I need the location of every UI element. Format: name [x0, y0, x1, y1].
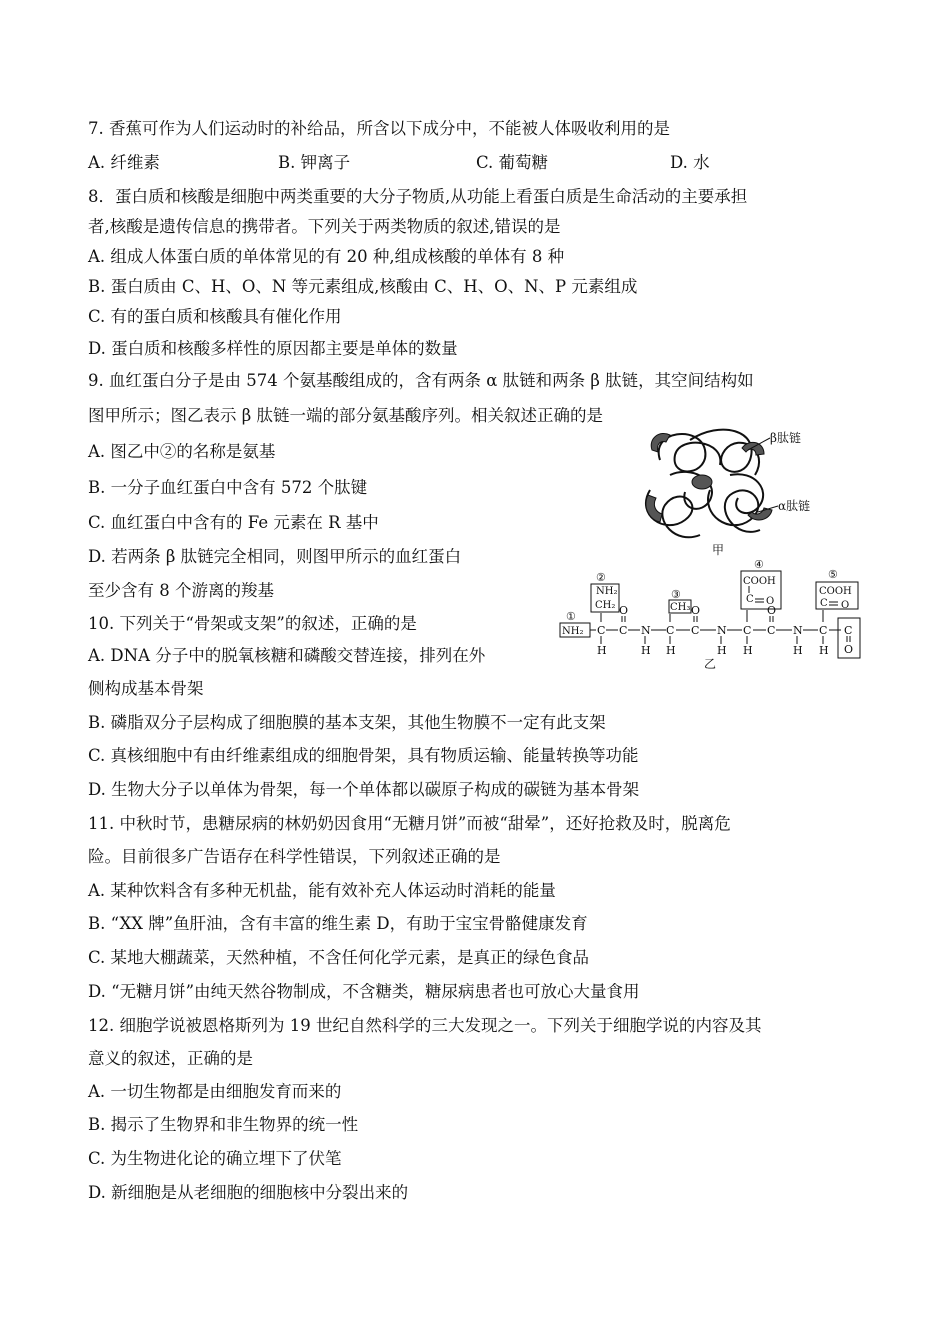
q11-option-b: B. “XX 牌”鱼肝油，含有丰富的维生素 D，有助于宝宝骨骼健康发育: [88, 914, 588, 933]
peptide-sequence-figure: [558, 560, 868, 670]
r5-c: C: [820, 598, 828, 609]
mark-3: ③: [671, 588, 681, 601]
q9-option-c: C. 血红蛋白中含有的 Fe 元素在 R 基中: [88, 513, 379, 532]
q8-option-a: A. 组成人体蛋白质的单体常见的有 20 种,组成核酸的单体有 8 种: [88, 247, 565, 266]
atom-c4: C: [691, 624, 700, 637]
q7-option-c: C. 葡萄糖: [476, 153, 549, 172]
r5-o: O: [841, 600, 850, 611]
atom-c7: C: [819, 624, 828, 637]
q12-stem-line1: 12. 细胞学说被恩格斯列为 19 世纪自然科学的三大发现之一。下列关于细胞学说的内容及其: [88, 1016, 762, 1035]
q9-stem-line2: 图甲所示；图乙表示 β 肽链一端的部分氨基酸序列。相关叙述正确的是: [88, 406, 604, 425]
figure-yi-caption: 乙: [704, 657, 717, 670]
q10-option-c: C. 真核细胞中有由纤维素组成的细胞骨架，具有物质运输、能量转换等功能: [88, 746, 639, 765]
figure-jia-caption: 甲: [712, 543, 725, 557]
atom-h7: H: [819, 644, 829, 657]
atom-c5: C: [743, 624, 752, 637]
q7-option-d: D. 水: [670, 153, 710, 172]
r4-cooh: COOH: [743, 576, 776, 587]
q12-option-d: D. 新细胞是从老细胞的细胞核中分裂出来的: [88, 1183, 409, 1202]
atom-c3: C: [666, 624, 675, 637]
r3-ch3: CH₃: [670, 602, 691, 613]
q11-option-d: D. “无糖月饼”由纯天然谷物制成，不含糖类，糖尿病患者也可放心大量食用: [88, 982, 640, 1001]
r4-o: O: [766, 596, 775, 607]
q9-stem-line1: 9. 血红蛋白分子是由 574 个氨基酸组成的，含有两条 α 肽链和两条 β 肽链，其空间结构如: [88, 371, 754, 390]
q10-option-a-line2: 侧构成基本骨架: [88, 679, 204, 698]
atom-n2: N: [717, 624, 727, 637]
atom-h3: H: [666, 644, 676, 657]
q8-option-b: B. 蛋白质由 C、H、O、N 等元素组成,核酸由 C、H、O、N、P 元素组成: [88, 277, 638, 296]
atom-o3: O: [767, 604, 777, 617]
q9-option-d-line2: 至少含有 8 个游离的羧基: [88, 581, 274, 600]
atom-n1: N: [641, 624, 651, 637]
q8-option-c: C. 有的蛋白质和核酸具有催化作用: [88, 307, 342, 326]
q7-option-b: B. 钾离子: [278, 153, 351, 172]
mark-5: ⑤: [828, 568, 838, 581]
q10-option-a-line1: A. DNA 分子中的脱氧核糖和磷酸交替连接，排列在外: [88, 646, 486, 665]
r2-ch2: CH₂: [595, 600, 616, 611]
q11-stem-line1: 11. 中秋时节，患糖尿病的林奶奶因食用“无糖月饼”而被“甜晕”，还好抢救及时，脱离危: [88, 814, 731, 833]
r5-cooh: COOH: [819, 586, 852, 597]
atom-o4: O: [844, 643, 854, 656]
q11-option-a: A. 某种饮料含有多种无机盐，能有效补充人体运动时消耗的能量: [88, 881, 556, 900]
q8-stem-line2: 者,核酸是遗传信息的携带者。下列关于两类物质的叙述,错误的是: [88, 217, 561, 236]
mark-1: ①: [566, 610, 576, 623]
atom-c2: C: [619, 624, 628, 637]
q11-stem-line2: 险。目前很多广告语存在科学性错误，下列叙述正确的是: [88, 847, 501, 866]
atom-h6: H: [793, 644, 803, 657]
q10-stem: 10. 下列关于“骨架或支架”的叙述，正确的是: [88, 614, 417, 633]
atom-h2: H: [641, 644, 651, 657]
hemoglobin-structure-figure: [630, 420, 820, 560]
atom-h1: H: [597, 644, 607, 657]
atom-h4: H: [717, 644, 727, 657]
atom-o1: O: [619, 604, 629, 617]
q9-option-a: A. 图乙中②的名称是氨基: [88, 442, 276, 461]
atom-c1: C: [597, 624, 606, 637]
atom-c8: C: [844, 624, 853, 637]
q10-option-b: B. 磷脂双分子层构成了细胞膜的基本支架，其他生物膜不一定有此支架: [88, 713, 606, 732]
r2-nh2: NH₂: [596, 586, 618, 597]
q8-stem-line1: 8．蛋白质和核酸是细胞中两类重要的大分子物质,从功能上看蛋白质是生命活动的主要承担: [88, 187, 748, 206]
q10-option-d: D. 生物大分子以单体为骨架，每一个单体都以碳原子构成的碳链为基本骨架: [88, 780, 640, 799]
q8-option-d: D. 蛋白质和核酸多样性的原因都主要是单体的数量: [88, 339, 458, 358]
q7-options: [88, 152, 888, 174]
mark-2: ②: [596, 571, 606, 584]
atom-o2: O: [691, 604, 701, 617]
q11-option-c: C. 某地大棚蔬菜，天然种植，不含任何化学元素，是真正的绿色食品: [88, 948, 590, 967]
q7-option-a: A. 纤维素: [88, 153, 160, 172]
q12-stem-line2: 意义的叙述，正确的是: [88, 1049, 253, 1068]
atom-h5: H: [743, 644, 753, 657]
atom-n3: N: [793, 624, 803, 637]
r4-c: C: [746, 594, 754, 605]
q7-stem: 7. 香蕉可作为人们运动时的补给品，所含以下成分中，不能被人体吸收利用的是: [88, 119, 670, 138]
mark-4: ④: [754, 560, 764, 571]
q9-option-b: B. 一分子血红蛋白中含有 572 个肽键: [88, 478, 368, 497]
beta-chain-label: β肽链: [770, 431, 801, 445]
q12-option-b: B. 揭示了生物界和非生物界的统一性: [88, 1115, 359, 1134]
terminal-nh2: NH₂: [562, 626, 584, 637]
alpha-chain-label: α肽链: [778, 499, 811, 513]
q9-option-d-line1: D. 若两条 β 肽链完全相同，则图甲所示的血红蛋白: [88, 547, 462, 566]
q12-option-a: A. 一切生物都是由细胞发育而来的: [88, 1082, 342, 1101]
atom-c6: C: [767, 624, 776, 637]
q12-option-c: C. 为生物进化论的确立埋下了伏笔: [88, 1149, 342, 1168]
